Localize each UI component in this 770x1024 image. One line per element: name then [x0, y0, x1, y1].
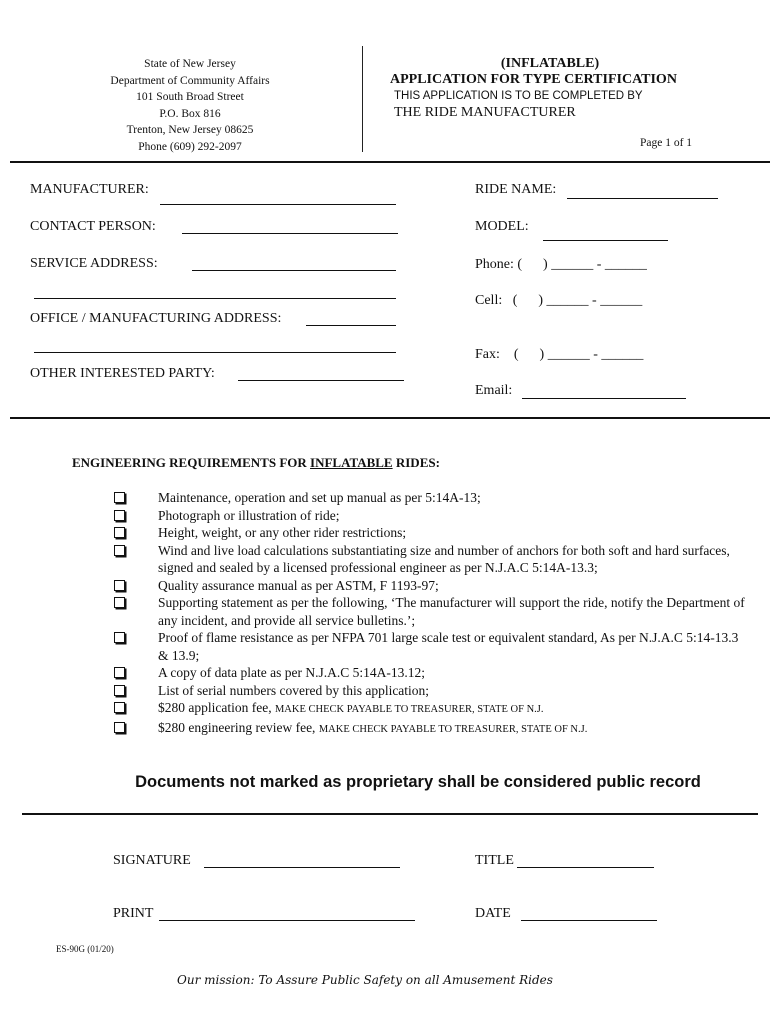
requirement-text: $280 engineering review fee, — [158, 719, 319, 735]
requirement-text: Height, weight, or any other rider restrictions; — [158, 525, 407, 540]
manufacturer-label: MANUFACTURER: — [30, 182, 149, 197]
form-title-line2: APPLICATION FOR TYPE CERTIFICATION — [390, 72, 677, 87]
checkbox-icon[interactable] — [114, 492, 125, 503]
office-address-field-line2[interactable] — [34, 351, 396, 353]
fax-field[interactable]: Fax: ( ) ______ - ______ — [475, 347, 644, 362]
form-title — [390, 56, 710, 88]
public-record-notice: Documents not marked as proprietary shall be considered public record — [135, 773, 701, 791]
date-label: DATE — [475, 906, 511, 921]
header-rule — [10, 161, 770, 163]
payment-note: MAKE CHECK PAYABLE TO TREASURER, STATE OF N.J. — [274, 704, 544, 715]
form-title-line1: (INFLATABLE) — [500, 56, 600, 71]
requirement-text: List of serial numbers covered by this application; — [158, 682, 430, 698]
ride-name-field[interactable] — [567, 197, 718, 199]
requirement-item — [110, 719, 750, 739]
checkbox-icon[interactable] — [114, 510, 125, 521]
requirement-text: Supporting statement as per the following, ‘The manufacturer will support the ride, notify the Department of any incident, and provide all service bulletins.’; — [158, 595, 745, 628]
requirement-text: Maintenance, operation and set up manual as per 5:14A-13; — [158, 490, 481, 505]
checkbox-icon[interactable] — [114, 580, 125, 591]
service-address-field[interactable] — [192, 269, 396, 271]
requirement-item — [110, 629, 750, 664]
requirement-item — [110, 682, 750, 700]
requirement-item — [110, 507, 750, 525]
other-party-field[interactable] — [238, 379, 404, 381]
checkbox-icon[interactable] — [114, 702, 125, 713]
completion-note-line1: THIS APPLICATION IS TO BE COMPLETED BY — [394, 90, 643, 102]
form-code: ES-90G (01/20) — [56, 944, 114, 954]
title-label: TITLE — [475, 853, 514, 868]
model-label: MODEL: — [475, 219, 529, 234]
requirement-item — [110, 664, 750, 682]
requirement-item — [110, 594, 750, 629]
checkbox-icon[interactable] — [114, 685, 125, 696]
requirement-text: Wind and live load calculations substantiating size and number of anchors for both soft and hard surfaces, signed and sealed by a licensed professional engineer as per N.J.A.C 5:14A-13.3; — [158, 542, 730, 575]
checkbox-icon[interactable] — [114, 632, 125, 643]
service-address-label: SERVICE ADDRESS: — [30, 256, 158, 271]
checkbox-icon[interactable] — [114, 527, 125, 538]
mission-statement: Our mission: To Assure Public Safety on all Amusement Rides — [177, 973, 553, 987]
requirements-title-prefix: ENGINEERING REQUIREMENTS FOR — [72, 455, 311, 470]
requirements-checklist — [110, 489, 750, 738]
agency-line: P.O. Box 816 — [159, 107, 221, 120]
checkbox-icon[interactable] — [114, 722, 125, 733]
service-address-field-line2[interactable] — [34, 297, 396, 299]
phone-field[interactable]: Phone: ( ) ______ - ______ — [475, 257, 647, 272]
agency-address — [95, 56, 285, 155]
agency-line: Department of Community Affairs — [110, 74, 270, 87]
page-number: Page 1 of 1 — [640, 137, 693, 149]
requirement-item — [110, 489, 750, 507]
email-field[interactable] — [522, 397, 686, 399]
other-party-label: OTHER INTERESTED PARTY: — [30, 366, 215, 381]
office-address-label: OFFICE / MANUFACTURING ADDRESS: — [30, 311, 282, 326]
model-field[interactable] — [543, 239, 668, 241]
header-divider — [362, 46, 363, 152]
agency-line: State of New Jersey — [144, 58, 236, 70]
requirement-text: Proof of flame resistance as per NFPA 701 large scale test or equivalent standard, As per N.J.A.C 5:14-13.3 & 13.9; — [158, 630, 739, 663]
ride-name-label: RIDE NAME: — [475, 182, 557, 197]
agency-line: Phone (609) 292-2097 — [138, 140, 242, 153]
requirement-item — [110, 542, 750, 577]
requirement-text: A copy of data plate as per N.J.A.C 5:14A-13.12; — [158, 665, 425, 680]
manufacturer-field[interactable] — [160, 203, 396, 205]
payment-note: MAKE CHECK PAYABLE TO TREASURER, STATE OF N.J. — [318, 723, 588, 735]
checkbox-icon[interactable] — [114, 545, 125, 556]
signature-label: SIGNATURE — [113, 853, 191, 868]
checkbox-icon[interactable] — [114, 597, 125, 608]
fields-rule — [10, 417, 770, 419]
requirements-title-emphasis: INFLATABLE — [310, 455, 393, 470]
agency-line: 101 South Broad Street — [136, 91, 244, 103]
email-label: Email: — [475, 383, 513, 398]
requirement-item — [110, 577, 750, 595]
requirement-text: Quality assurance manual as per ASTM, F 1193-97; — [158, 577, 439, 593]
print-field[interactable] — [159, 919, 415, 921]
title-field[interactable] — [517, 866, 654, 868]
agency-line: Trenton, New Jersey 08625 — [126, 124, 254, 136]
office-address-field[interactable] — [306, 324, 396, 326]
requirements-title — [72, 455, 440, 471]
requirement-item — [110, 524, 750, 542]
completion-note-line2: THE RIDE MANUFACTURER — [394, 105, 576, 120]
signature-field[interactable] — [204, 866, 400, 868]
requirement-text: $280 application fee, — [158, 700, 275, 715]
contact-person-field[interactable] — [182, 232, 398, 234]
signature-rule — [22, 813, 758, 815]
date-field[interactable] — [521, 919, 657, 921]
requirements-title-suffix: RIDES: — [392, 455, 440, 470]
print-label: PRINT — [113, 906, 154, 921]
cell-field[interactable]: Cell: ( ) ______ - ______ — [475, 293, 643, 308]
requirement-item — [110, 699, 750, 719]
checkbox-icon[interactable] — [114, 667, 125, 678]
requirement-text: Photograph or illustration of ride; — [158, 507, 340, 523]
contact-person-label: CONTACT PERSON: — [30, 219, 156, 234]
